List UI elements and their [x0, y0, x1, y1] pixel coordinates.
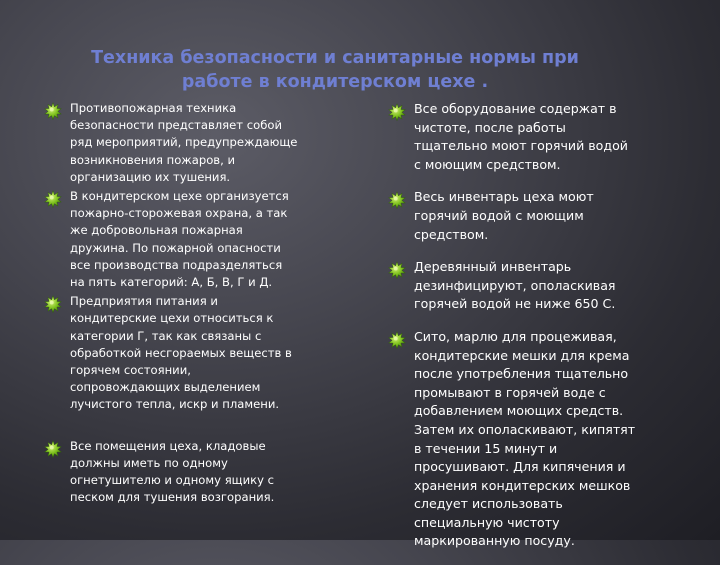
list-item	[44, 293, 354, 413]
list-item	[388, 328, 688, 551]
green-star-bullet-icon	[44, 440, 62, 458]
green-star-bullet-icon	[388, 103, 406, 121]
slide-title-line-1: Техника безопасности и санитарные нормы при	[91, 48, 579, 68]
list-item-text: Все оборудование содержат в чистоте, после работы тщательно моют горячий водой с моющим средством.	[414, 101, 628, 172]
slide-title-line-2: работе в кондитерском цехе .	[181, 72, 489, 92]
list-item-text: Предприятия питания и кондитерские цехи относиться к категории Г, так как связаны с обработкой несгораемых веществ в горячем состоянии, сопровождающих выделением лучистого тепла, искр и пламени.	[70, 294, 292, 412]
list-item-text: Деревянный инвентарь дезинфицируют, ополаскивая горячей водой не ниже 650 С.	[414, 259, 616, 312]
list-item	[44, 100, 354, 186]
left-bullet-list	[44, 100, 354, 508]
list-item-text: В кондитерском цехе организуется пожарно-сторожевая охрана, а так же добровольная пожарная дружина. По пожарной опасности все производства подразделяться на пять категорий: А, Б, В, Г и Д.	[70, 189, 289, 290]
green-star-bullet-icon	[44, 102, 62, 120]
list-item	[388, 188, 688, 244]
right-bullet-list	[388, 100, 688, 565]
green-star-bullet-icon	[388, 261, 406, 279]
list-item-text: Весь инвентарь цеха моют горячий водой с моющим средством.	[414, 189, 594, 242]
green-star-bullet-icon	[388, 191, 406, 209]
list-item	[388, 100, 688, 174]
green-star-bullet-icon	[44, 295, 62, 313]
green-star-bullet-icon	[388, 331, 406, 349]
list-item-text: Противопожарная техника безопасности представляет собой ряд мероприятий, предупреждающе возникновения пожаров, и организацию их тушения.	[70, 101, 298, 184]
slide-title	[30, 46, 640, 94]
list-item	[388, 258, 688, 314]
list-item-text: Все помещения цеха, кладовые должны иметь по одному огнетушителю и одному ящику с песком для тушения возгорания.	[70, 438, 275, 505]
green-star-bullet-icon	[44, 190, 62, 208]
list-item	[44, 438, 354, 507]
list-item-text: Сито, марлю для процеживая, кондитерские мешки для крема после употребления тщательно промывают в горячей воде с добавлением моющих средств. Затем их ополаскивают, кипятят в течении 15 минут и просушивают. Для кипячения и хранения кондитерских мешков следует использовать специальную чистоту маркированную посуду.	[414, 328, 636, 549]
list-item	[44, 188, 354, 291]
